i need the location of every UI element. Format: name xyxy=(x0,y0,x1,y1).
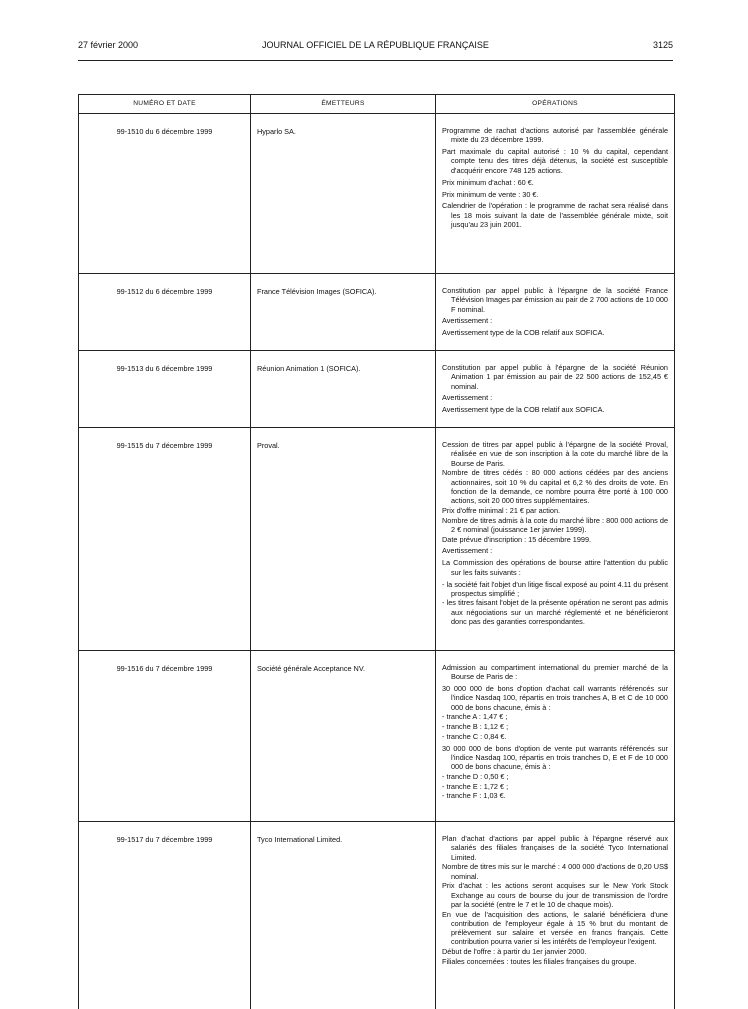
emetteur-cell: Tyco International Limited. xyxy=(251,822,436,1009)
operation-line: Nombre de titres mis sur le marché : 4 000 000 d'actions de 0,20 US$ nominal. xyxy=(442,862,668,881)
operation-line: Programme de rachat d'actions autorisé par l'assemblée générale mixte du 23 décembre 1999. xyxy=(442,126,668,145)
operation-line: Filiales concernées : toutes les filiales françaises du groupe. xyxy=(442,956,637,966)
operation-line: - tranche A : 1,47 € ; xyxy=(442,712,508,722)
operation-line: Calendrier de l'opération : le programme de rachat sera réalisé dans les 18 mois suivant la date de l'assemblée générale mixte, soit jusqu'au 23 juin 2001. xyxy=(442,201,668,230)
emetteur-cell: France Télévision Images (SOFICA). xyxy=(251,274,436,351)
table-header-row xyxy=(79,95,675,114)
operation-line: Constitution par appel public à l'épargne de la société France Télévision Images par émission au pair de 2 700 actions de 10 000 F nominal. xyxy=(442,286,668,314)
operation-line: Admission au compartiment international du premier marché de la Bourse de Paris de : xyxy=(442,663,668,682)
emetteur-cell: Proval. xyxy=(251,428,436,651)
operation-line: Date prévue d'inscription : 15 décembre 1999. xyxy=(442,534,592,544)
operations-cell xyxy=(436,822,675,1009)
operation-line: Constitution par appel public à l'épargne de la société Réunion Animation 1 par émission au pair de 22 500 actions de 152,45 € nominal. xyxy=(442,363,668,391)
emetteur-cell: Société générale Acceptance NV. xyxy=(251,651,436,822)
operation-line: Prix d'offre minimal : 21 € par action. xyxy=(442,505,561,515)
operation-line: 30 000 000 de bons d'option d'achat call warrants référencés sur l'indice Nasdaq 100, répartis en trois tranches A, B et C de 10 000 000 de bons chacune, émis à : xyxy=(442,684,668,712)
operation-line: Avertissement : xyxy=(442,393,493,403)
table-row xyxy=(79,274,675,351)
operation-line: - tranche B : 1,12 € ; xyxy=(442,722,509,732)
emetteur-cell: Réunion Animation 1 (SOFICA). xyxy=(251,351,436,428)
journal-title: JOURNAL OFFICIEL DE LA RÉPUBLIQUE FRANÇAISE xyxy=(262,40,489,50)
operations-table xyxy=(78,94,675,1009)
operation-line: - la société fait l'objet d'un litige fiscal exposé au point 4.11 du présent prospectus simplifié ; xyxy=(442,579,668,598)
numero-cell: 99-1510 du 6 décembre 1999 xyxy=(79,114,251,274)
table-row xyxy=(79,822,675,1009)
numero-cell: 99-1515 du 7 décembre 1999 xyxy=(79,428,251,651)
operation-line: Nombre de titres cédés : 80 000 actions cédées par des anciens actionnaires, soit 10 % du capital et 6,2 % des droits de vote. En fonction de la demande, ce nombre pourra être porté à 100 000 actions, soit 20 000 titres supplémentaires. xyxy=(442,468,668,506)
operation-line: - tranche F : 1,03 €. xyxy=(442,791,506,801)
table-row xyxy=(79,114,675,274)
operation-line: Avertissement : xyxy=(442,316,493,326)
operation-line: Début de l'offre : à partir du 1er janvier 2000. xyxy=(442,947,587,957)
operation-line: Cession de titres par appel public à l'épargne de la société Proval, réalisée en vue de son inscription à la cote du marché libre de la Bourse de Paris. xyxy=(442,440,668,468)
operations-cell xyxy=(436,351,675,428)
operations-cell xyxy=(436,651,675,822)
operation-line: - les titres faisant l'objet de la présente opération ne seront pas admis aux négociations sur un marché réglementé et ne bénéficieront donc pas des garanties correspondantes. xyxy=(442,598,668,627)
operation-line: 30 000 000 de bons d'option de vente put warrants référencés sur l'indice Nasdaq 100, répartis en trois tranches D, E et F de 10 000 000 de bons chacune, émis à : xyxy=(442,743,668,772)
numero-cell: 99-1517 du 7 décembre 1999 xyxy=(79,822,251,1009)
page-header xyxy=(78,40,673,54)
operation-line: - tranche C : 0,84 €. xyxy=(442,731,507,741)
operation-line: Nombre de titres admis à la cote du marché libre : 800 000 actions de 2 € nominal (jouissance 1er janvier 1999). xyxy=(442,515,668,534)
table-row xyxy=(79,651,675,822)
issue-date: 27 février 2000 xyxy=(78,40,139,50)
operation-line: Plan d'achat d'actions par appel public à l'épargne réservé aux salariés des filiales françaises de la société Tyco International Limited. xyxy=(442,834,668,862)
operation-line: Avertissement type de la COB relatif aux SOFICA. xyxy=(442,405,605,415)
emetteur-cell: Hyparlo SA. xyxy=(251,114,436,274)
column-header-operations: OPÉRATIONS xyxy=(436,95,675,114)
operations-cell xyxy=(436,114,675,274)
operation-line: La Commission des opérations de bourse attire l'attention du public sur les faits suivants : xyxy=(442,558,668,577)
column-header-emetteurs: ÉMETTEURS xyxy=(251,95,436,114)
operation-line: - tranche D : 0,50 € ; xyxy=(442,772,509,782)
table-row xyxy=(79,351,675,428)
operations-cell xyxy=(436,274,675,351)
table-row xyxy=(79,428,675,651)
operation-line: Prix minimum de vente : 30 €. xyxy=(442,189,539,199)
column-header-numero: NUMÉRO ET DATE xyxy=(79,95,251,114)
header-rule xyxy=(78,60,673,61)
numero-cell: 99-1512 du 6 décembre 1999 xyxy=(79,274,251,351)
operation-line: Part maximale du capital autorisé : 10 % du capital, cependant compte tenu des titres déjà détenus, la société est susceptible d'acquérir encore 748 125 actions. xyxy=(442,147,668,175)
numero-cell: 99-1513 du 6 décembre 1999 xyxy=(79,351,251,428)
operation-line: Prix minimum d'achat : 60 €. xyxy=(442,177,534,187)
operations-cell xyxy=(436,428,675,651)
numero-cell: 99-1516 du 7 décembre 1999 xyxy=(79,651,251,822)
operation-line: Avertissement : xyxy=(442,546,493,556)
operation-line: - tranche E : 1,72 € ; xyxy=(442,781,509,791)
operation-line: Avertissement type de la COB relatif aux SOFICA. xyxy=(442,328,605,338)
operation-line: Prix d'achat : les actions seront acquises sur le New York Stock Exchange au cours de bourse du jour de transmission de l'ordre par la société (entre le 7 et le 10 de chaque mois). xyxy=(442,881,668,909)
operation-line: En vue de l'acquisition des actions, le salarié bénéficiera d'une contribution de l'employeur égale à 15 % brut du montant de prélèvement sur salaire et versée en francs français. Cette contribution pourra varier si les intérêts de l'employeur l'exigent. xyxy=(442,909,668,947)
page-number: 3125 xyxy=(652,40,673,50)
